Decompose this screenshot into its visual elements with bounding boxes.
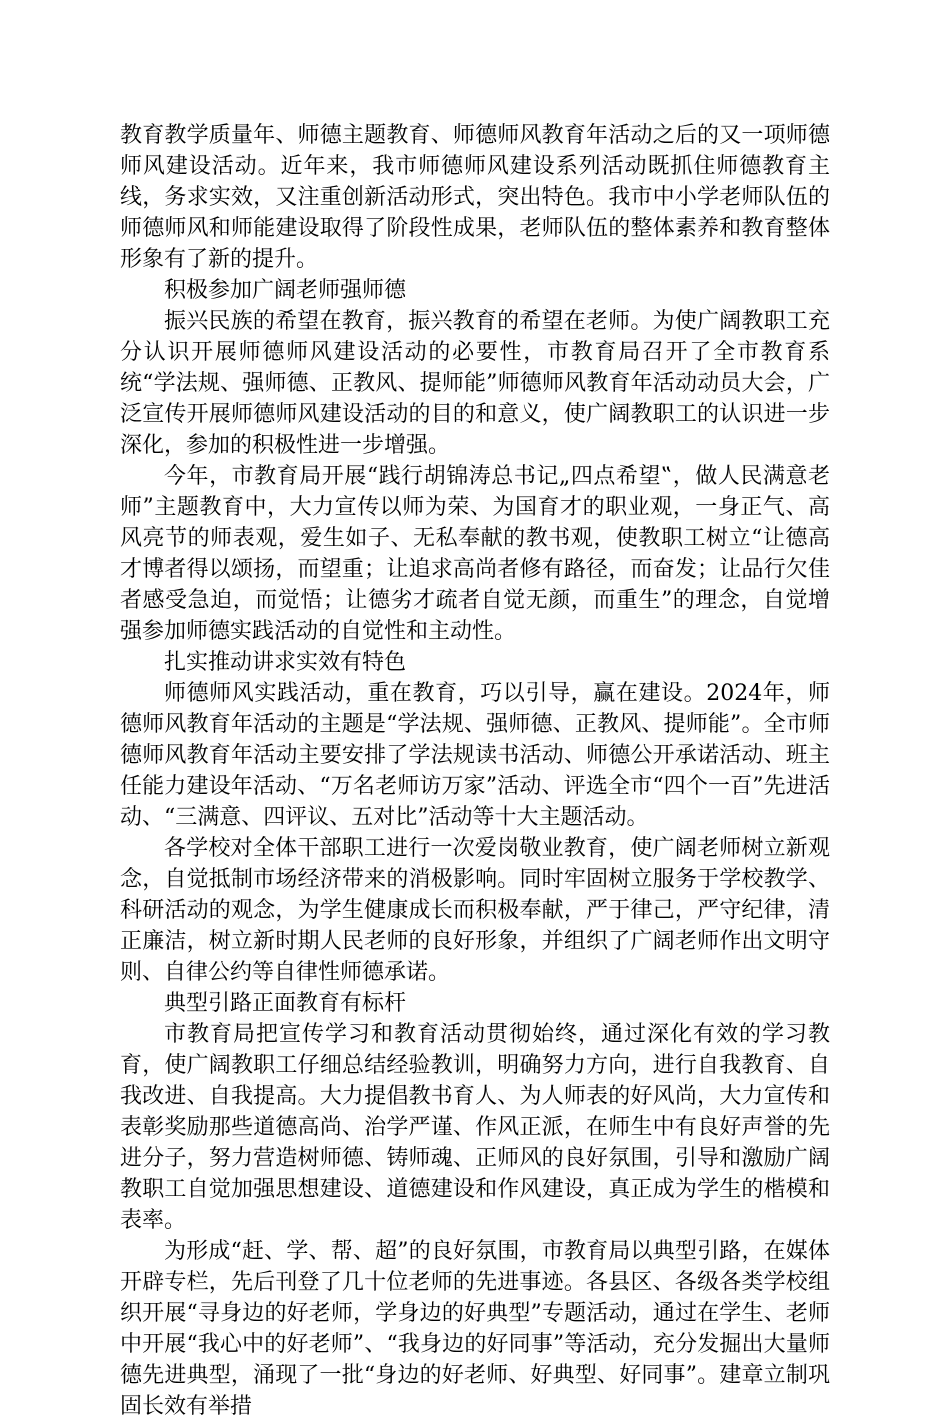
body-paragraph: 各学校对全体干部职工进行一次爱岗敬业教育，使广阔老师树立新观念，自觉抵制市场经济带来的消极影响。同时牢固树立服务于学校教学、科研活动的观念，为学生健康成长而积极奉献，严于律己，严守纪律，清正廉洁，树立新时期人民老师的良好形象，并组织了广阔老师作出文明守则、自律公约等自律性师德承诺。 bbox=[120, 836, 830, 985]
body-paragraph: 为形成“赶、学、帮、超”的良好氛围，市教育局以典型引路，在媒体开辟专栏，先后刊登了几十位老师的先进事迹。各县区、各级各类学校组织开展“寻身边的好老师，学身边的好典型”专题活动，通过在学生、老师中开展“我心中的好老师”、“我身边的好同事”等活动，充分发掘出大量师德先进典型，涌现了一批“身边的好老师、好典型、好同事”。建章立制巩固长效有举措 bbox=[120, 1239, 830, 1419]
section-heading: 扎实推动讲求实效有特色 bbox=[164, 650, 407, 675]
section-heading: 积极参加广阔老师强师德 bbox=[164, 278, 407, 303]
document-body bbox=[120, 120, 830, 1422]
body-paragraph: 教育教学质量年、师德主题教育、师德师风教育年活动之后的又一项师德师风建设活动。近年来，我市师德师风建设系列活动既抓住师德教育主线，务求实效，又注重创新活动形式，突出特色。我市中小学老师队伍的师德师风和师能建设取得了阶段性成果，老师队伍的整体素养和教育整体形象有了新的提升。 bbox=[120, 123, 830, 272]
body-paragraph: 振兴民族的希望在教育，振兴教育的希望在老师。为使广阔教职工充分认识开展师德师风建设活动的必要性，市教育局召开了全市教育系统“学法规、强师德、正教风、提师能”师德师风教育年活动动员大会，广泛宣传开展师德师风建设活动的目的和意义，使广阔教职工的认识进一步深化，参加的积极性进一步增强。 bbox=[120, 309, 830, 458]
section-heading: 典型引路正面教育有标杆 bbox=[164, 991, 407, 1016]
body-paragraph: 市教育局把宣传学习和教育活动贯彻始终，通过深化有效的学习教育，使广阔教职工仔细总结经验教训，明确努力方向，进行自我教育、自我改进、自我提高。大力提倡教书育人、为人师表的好风尚，大力宣传和表彰奖励那些道德高尚、治学严谨、作风正派，在师生中有良好声誉的先进分子，努力营造树师德、铸师魂、正师风的良好氛围，引导和激励广阔教职工自觉加强思想建设、道德建设和作风建设，真正成为学生的楷模和表率。 bbox=[120, 1022, 830, 1233]
body-paragraph: 今年，市教育局开展“践行胡锦涛总书记„四点希望‟，做人民满意老师”主题教育中，大力宣传以师为荣、为国育才的职业观，一身正气、高风亮节的师表观，爱生如子、无私奉献的教书观，使教职工树立“让德高才博者得以颂扬，而望重；让追求高尚者修有路径，而奋发；让品行欠佳者感受急迫，而觉悟；让德劣才疏者自觉无颜，而重生”的理念，自觉增强参加师德实践活动的自觉性和主动性。 bbox=[120, 464, 830, 644]
body-paragraph: 师德师风实践活动，重在教育，巧以引导，赢在建设。2024年，师德师风教育年活动的主题是“学法规、强师德、正教风、提师能”。全市师德师风教育年活动主要安排了学法规读书活动、师德公开承诺活动、班主任能力建设年活动、“万名老师访万家”活动、评选全市“四个一百”先进活动、“三满意、四评议、五对比”活动等十大主题活动。 bbox=[120, 681, 830, 830]
